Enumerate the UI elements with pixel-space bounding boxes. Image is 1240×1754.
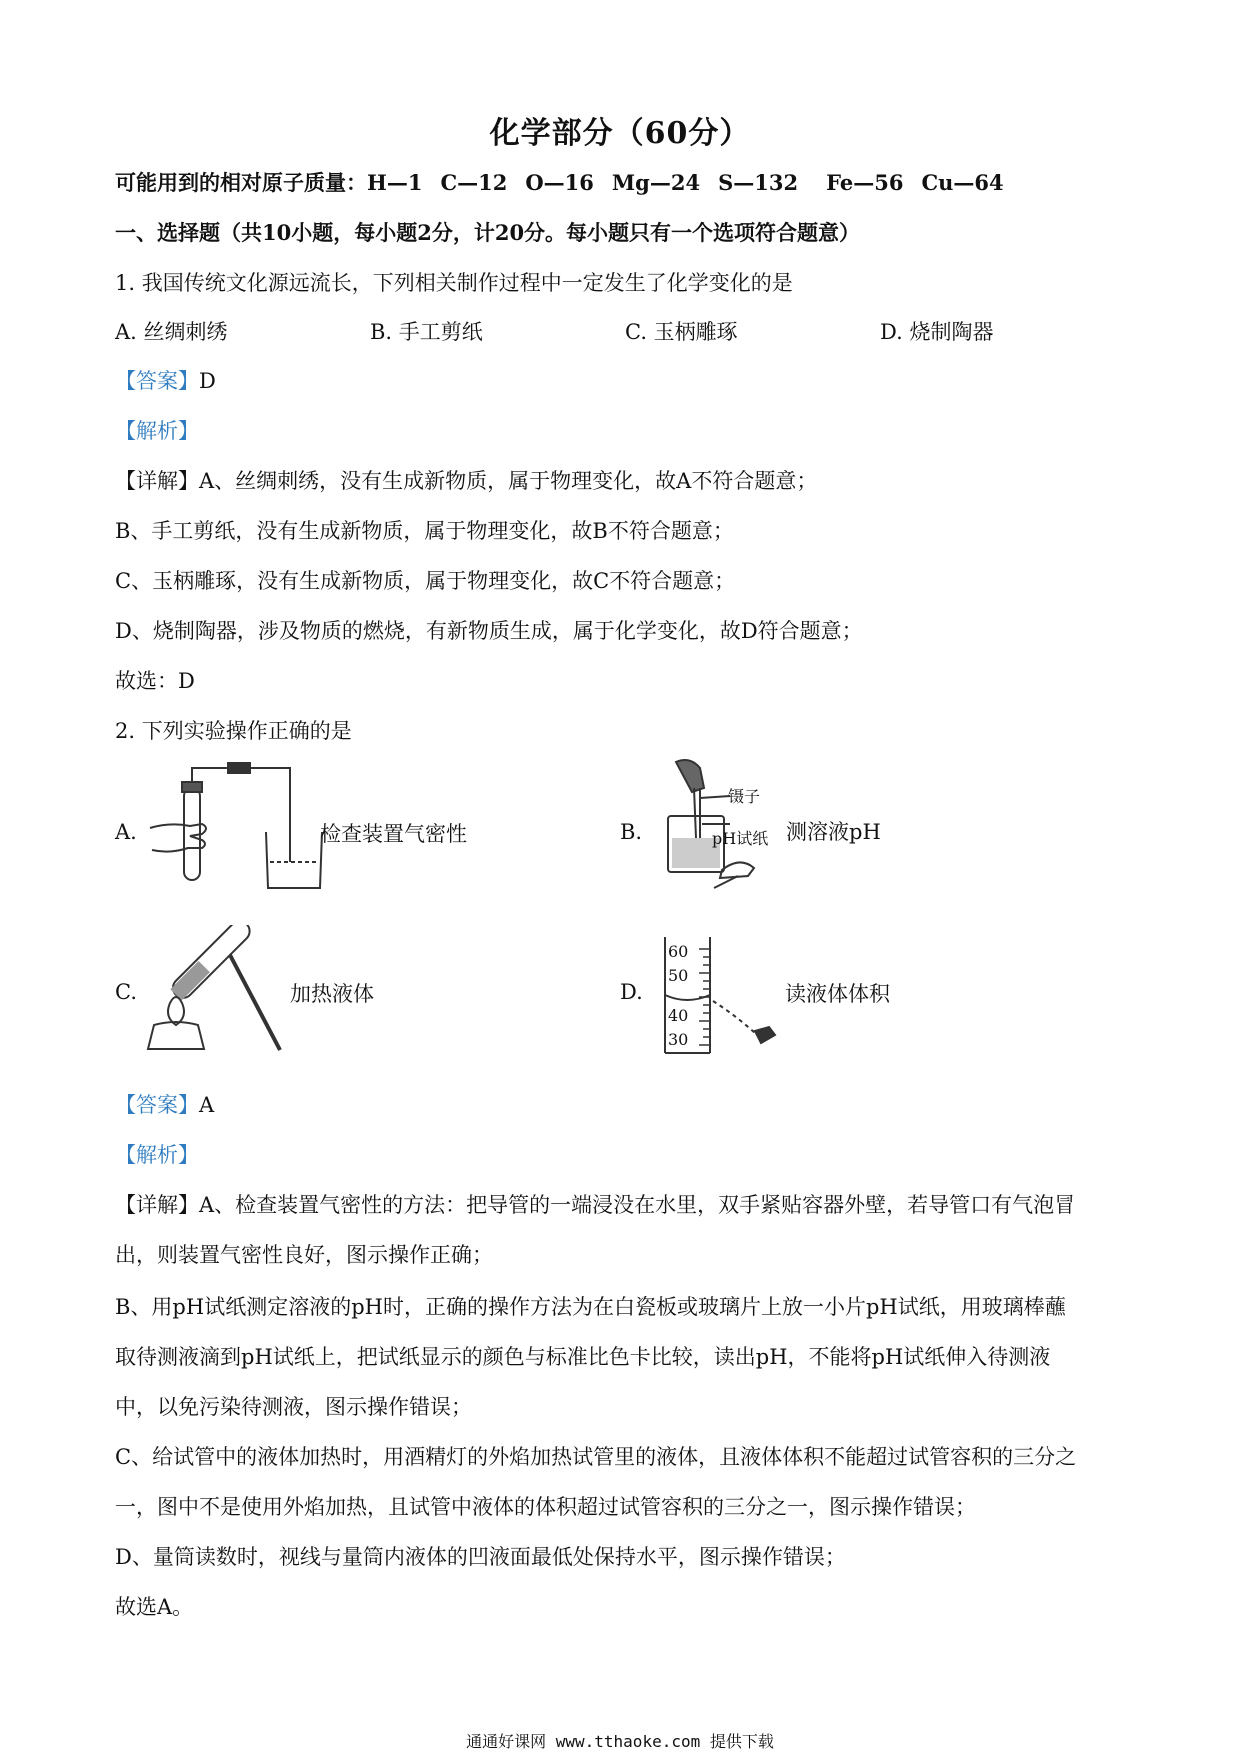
q2-detail-line: 中，以免污染待测液，图示操作错误；: [115, 1395, 472, 1419]
fig-d-scale-40: 40: [668, 1006, 689, 1025]
fig-d-scale-50: 50: [668, 966, 689, 985]
fig-c-heating-liquid: [140, 925, 290, 1055]
q2-detail-line: B、用pH试纸测定溶液的pH时，正确的操作方法为在白瓷板或玻璃片上放一小片pH试纸，用玻璃棒蘸: [115, 1295, 1066, 1319]
detail-text: A、检查装置气密性的方法：把导管的一端浸没在水里，双手紧贴容器外壁，若导管口有气泡冒: [199, 1193, 1076, 1217]
q1-detail-line: [115, 466, 817, 496]
q1-detail-line: 故选：D: [115, 669, 195, 693]
q1-detail-line: D、烧制陶器，涉及物质的燃烧，有新物质生成，属于化学变化，故D符合题意；: [115, 619, 863, 643]
fig-d-caption: 读液体体积: [785, 982, 890, 1006]
q2-detail-line: 一，图中不是使用外焰加热，且试管中液体的体积超过试管容积的三分之一，图示操作错误；: [115, 1495, 976, 1519]
fig-d-scale-60: 60: [668, 942, 689, 961]
fig-d-scale-30: 30: [668, 1030, 689, 1049]
fig-b-letter: B.: [620, 820, 643, 844]
answer-value: A: [199, 1093, 215, 1117]
fig-b-caption: 测溶液pH: [786, 820, 881, 844]
fig-c-letter: C.: [115, 980, 137, 1004]
detail-tag: 【详解】: [115, 1193, 199, 1217]
q2-detail-line: [115, 1190, 1075, 1220]
q1-answer: [115, 366, 216, 396]
q2-detail-line: 出，则装置气密性良好，图示操作正确；: [115, 1243, 493, 1267]
fig-a-letter: A.: [115, 820, 137, 844]
atomic-mass-item: Cu—64: [921, 170, 1004, 195]
atomic-mass-item: Mg—24: [611, 170, 701, 195]
section-heading: 一、选择题（共10小题，每小题2分，计20分。每小题只有一个选项符合题意）: [115, 220, 861, 245]
fig-a-airtightness-apparatus: [140, 762, 340, 892]
fig-b-label-tweezers: 镊子: [728, 787, 761, 806]
page-title: 化学部分（60分）: [489, 116, 751, 151]
detail-tag: 【详解】: [115, 469, 199, 493]
q2-analysis-tag: 【解析】: [115, 1143, 199, 1167]
q1-option-d: D. 烧制陶器: [880, 320, 994, 344]
q1-detail-line: C、玉柄雕琢，没有生成新物质，属于物理变化，故C不符合题意；: [115, 569, 736, 593]
page-footer: 通通好课网 www.tthaoke.com 提供下载: [466, 1732, 774, 1751]
q2-detail-line: 故选A。: [115, 1595, 194, 1619]
q2-answer: [115, 1090, 214, 1120]
atomic-mass-item: Fe—56: [826, 170, 904, 195]
q2-detail-line: D、量筒读数时，视线与量筒内液体的凹液面最低处保持水平，图示操作错误；: [115, 1545, 846, 1569]
q1-option-b: B. 手工剪纸: [370, 320, 483, 344]
fig-d-letter: D.: [620, 980, 643, 1004]
q1-analysis-tag: 【解析】: [115, 419, 199, 443]
q1-detail-line: B、手工剪纸，没有生成新物质，属于物理变化，故B不符合题意；: [115, 519, 734, 543]
detail-text: A、丝绸刺绣，没有生成新物质，属于物理变化，故A不符合题意；: [199, 469, 818, 493]
atomic-mass-item: C—12: [440, 170, 508, 195]
answer-value: D: [199, 369, 216, 393]
atomic-mass-item: O—16: [525, 170, 594, 195]
q2-detail-line: 取待测液滴到pH试纸上，把试纸显示的颜色与标准比色卡比较，读出pH，不能将pH试纸伸入待测液: [115, 1345, 1051, 1369]
answer-tag: 【答案】: [115, 369, 199, 393]
fig-b-label-paper: pH试纸: [712, 829, 769, 848]
q2-stem: 2. 下列实验操作正确的是: [115, 719, 352, 743]
fig-a-caption: 检查装置气密性: [320, 822, 467, 846]
atomic-mass-item: S—132: [718, 170, 799, 195]
q1-option-c: C. 玉柄雕琢: [625, 320, 738, 344]
q1-stem: 1. 我国传统文化源远流长，下列相关制作过程中一定发生了化学变化的是: [115, 271, 793, 295]
answer-tag: 【答案】: [115, 1093, 199, 1117]
atomic-mass-label: 可能用到的相对原子质量：: [115, 170, 367, 195]
fig-c-caption: 加热液体: [290, 982, 374, 1006]
q1-option-a: A. 丝绸刺绣: [115, 320, 228, 344]
atomic-mass-item: H—1: [367, 170, 423, 195]
q2-detail-line: C、给试管中的液体加热时，用酒精灯的外焰加热试管里的液体，且液体体积不能超过试管容积的三分之: [115, 1445, 1077, 1469]
atomic-mass-line: [115, 168, 1022, 198]
q1-options: [115, 316, 1015, 346]
